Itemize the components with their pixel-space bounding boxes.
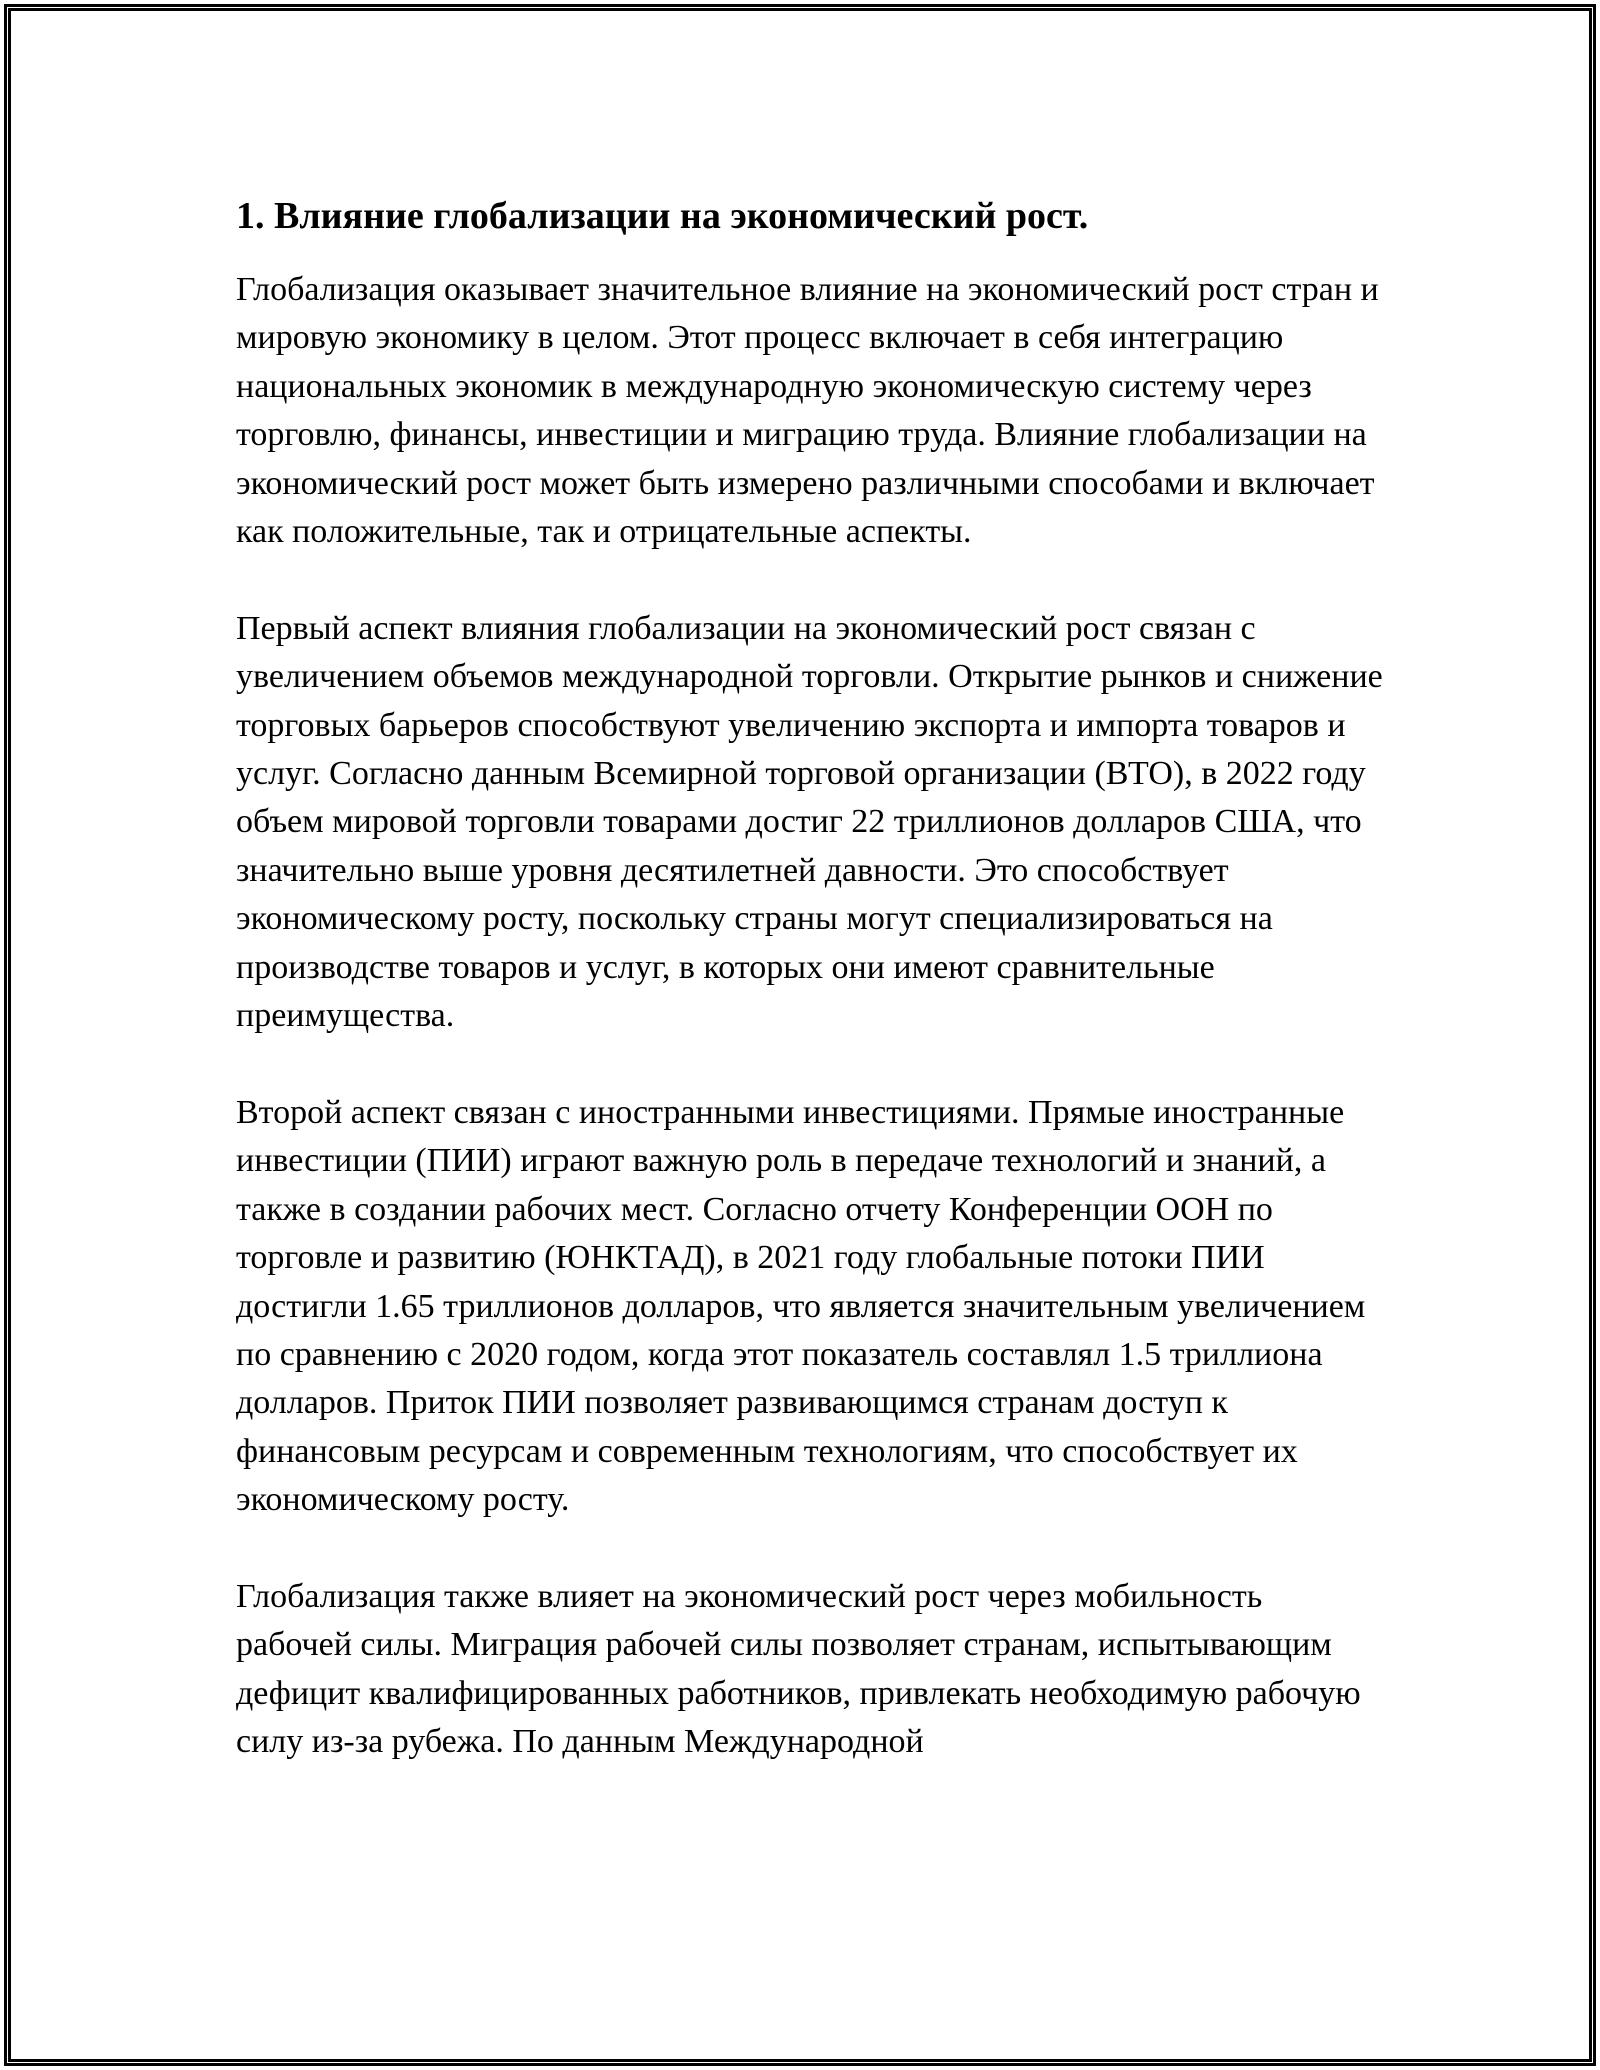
paragraph-intro: Глобализация оказывает значительное влияние на экономический рост стран и мировую экономику в целом. Этот процесс включает в себя интеграцию национальных экономик в международную экономическую систему через торговлю, финансы, инвестиции и миграцию труда. Влияние глобализации на экономический рост может быть измерено различными способами и включает как положительные, так и отрицательные аспекты. (236, 271, 1379, 551)
section-heading: 1. Влияние глобализации на экономический рост. (236, 195, 1089, 237)
paragraph-labor-mobility: Глобализация также влияет на экономический рост через мобильность рабочей силы. Миграция рабочей силы позволяет странам, испытывающим дефицит квалифицированных работников, привлекать необходимую рабочую силу из-за рубежа. По данным Международной (236, 1577, 1361, 1761)
paragraph-trade: Первый аспект влияния глобализации на экономический рост связан с увеличением объемов международной торговли. Открытие рынков и снижение торговых барьеров способствуют увеличению экспорта и импорта товаров и услуг. Согласно данным Всемирной торговой организации (ВТО), в 2022 году объем мировой торговли товарами достиг 22 триллионов долларов США, что значительно выше уровня десятилетней давности. Это способствует экономическому росту, поскольку страны могут специализироваться на производстве товаров и услуг, в которых они имеют сравнительные преимущества. (236, 609, 1383, 1035)
document-body (236, 188, 1386, 1815)
paragraph-investment: Второй аспект связан с иностранными инвестициями. Прямые иностранные инвестиции (ПИИ) играют важную роль в передаче технологий и знаний, а также в создании рабочих мест. Согласно отчету Конференции ООН по торговле и развитию (ЮНКТАД), в 2021 году глобальные потоки ПИИ достигли 1.65 триллионов долларов, что является значительным увеличением по сравнению с 2020 годом, когда этот показатель составлял 1.5 триллиона долларов. Приток ПИИ позволяет развивающимся странам доступ к финансовым ресурсам и современным технологиям, что способствует их экономическому росту. (236, 1093, 1366, 1519)
